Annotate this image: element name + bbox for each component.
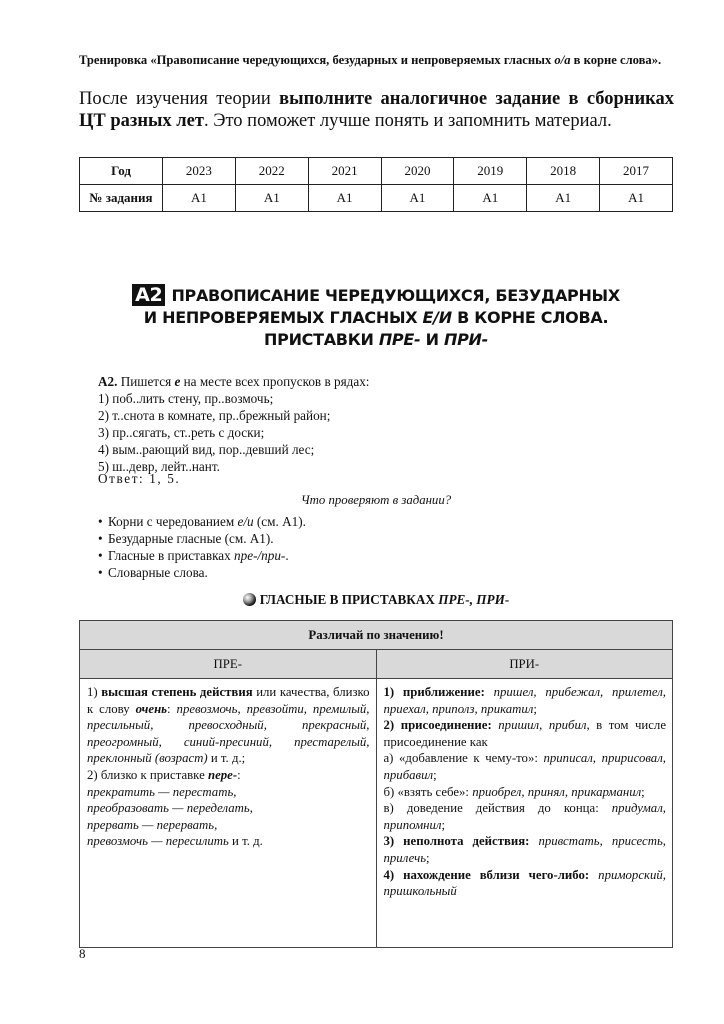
table-row — [80, 650, 673, 679]
year-cell: 2020 — [381, 158, 454, 185]
row-label-year: Год — [80, 158, 163, 185]
task-cell: A1 — [381, 185, 454, 212]
pre-rules-cell: 1) высшая степень действия или качества, близко к слову очень: превозмочь, превзойти, премилый, пресильный, превосходный, прекрасный, преогромный, синий-пресиний, престарелый, преклонный (возраст) и т. д.; 2) близко к приставке пере-: прекратить — перестать, преобразовать — переделать, прервать — перервать, превозмочь — пересилить и т. д. — [80, 679, 377, 948]
page-number: 8 — [79, 946, 86, 961]
list-item: 4) вым..рающий вид, пор..девший лес; — [98, 442, 315, 457]
list-item: 3) пр..сягать, ст..реть с доски; — [98, 425, 265, 440]
example-pair: превозмочь — пересилить — [87, 834, 229, 849]
list-item: • Безударные гласные (см. А1). — [98, 531, 274, 546]
answer-line: Ответ: 1, 5. — [98, 471, 181, 486]
table-row — [80, 158, 673, 185]
year-cell: 2023 — [163, 158, 236, 185]
table-row — [80, 679, 673, 948]
list-item: 1) поб..лить стену, пр..возмочь; — [98, 391, 274, 406]
task-cell: A1 — [527, 185, 600, 212]
year-cell: 2019 — [454, 158, 527, 185]
bullet-icon: • — [98, 548, 103, 563]
table-caption: Различай по значению! — [80, 621, 673, 650]
row-label-task: № задания — [80, 185, 163, 212]
column-header-pre: ПРЕ- — [80, 650, 377, 679]
task-cell: A1 — [308, 185, 381, 212]
task-badge: A2 — [132, 284, 165, 306]
checks-list — [98, 513, 306, 581]
example-pair: прервать — перервать, — [87, 817, 218, 832]
table-row — [80, 621, 673, 650]
year-cell: 2021 — [308, 158, 381, 185]
prefix-rules-table — [79, 620, 673, 948]
year-cell: 2017 — [600, 158, 673, 185]
example-pair: преобразовать — переделать, — [87, 801, 253, 816]
years-table — [79, 157, 673, 212]
ball-icon — [243, 593, 256, 606]
task-cell: A1 — [235, 185, 308, 212]
table-row — [80, 185, 673, 212]
bullet-icon: • — [98, 531, 103, 546]
bullet-icon: • — [98, 565, 103, 580]
study-advice: После изучения теории выполните аналогичное задание в сборниках ЦТ разных лет. Это поможет лучше понять и запомнить материал. — [79, 89, 675, 131]
task-label: А2. — [98, 374, 118, 389]
task-cell: A1 — [163, 185, 236, 212]
list-item: • Словарные слова. — [98, 565, 208, 580]
year-cell: 2022 — [235, 158, 308, 185]
task-cell: A1 — [600, 185, 673, 212]
pri-rules-cell: 1) приближение: пришел, прибежал, прилетел, приехал, приполз, прикатил; 2) присоединение: пришил, прибил, в том числе присоединение как а) «добавление к чему-то»: приписал, пририсовал, прибавил; б) «взять себе»: приобрел, принял, прикарманил; в) доведение действия до конца: придумал, припомнил; 3) неполнота действия: привстать, присесть, прилечь; 4) нахождение вблизи чего-либо: приморский, пришкольный — [376, 679, 673, 948]
check-question: Что проверяют в задании? — [300, 493, 452, 507]
list-item: • Корни с чередованием е/и (см. А1). — [98, 514, 306, 529]
training-note: Тренировка «Правописание чередующихся, безударных и непроверяемых гласных о/а в корне слова». — [79, 53, 662, 67]
prefix-section-title: ГЛАСНЫЕ В ПРИСТАВКАХ ПРЕ-, ПРИ- — [79, 592, 673, 608]
list-item: 5) ш..девр, лейт..нант. — [98, 459, 220, 474]
list-item: 2) т..снота в комнате, пр..брежный район; — [98, 408, 331, 423]
task-block: А2. Пишется е на месте всех пропусков в рядах: 1) поб..лить стену, пр..возмочь; 2) т..снота в комнате, пр..брежный район; 3) пр..сягать, ст..реть с доски; 4) вым..рающий вид, пор..девший лес; 5) ш..девр, лейт..нант. — [98, 373, 618, 475]
example-pair: прекратить — перестать, — [87, 784, 237, 799]
task-cell: A1 — [454, 185, 527, 212]
bullet-icon: • — [98, 514, 103, 529]
section-heading: A2 ПРАВОПИСАНИЕ ЧЕРЕДУЮЩИХСЯ, БЕЗУДАРНЫХ И НЕПРОВЕРЯЕМЫХ ГЛАСНЫХ Е/И В КОРНЕ СЛОВА. ПРИСТАВКИ ПРЕ- И ПРИ- — [79, 284, 673, 351]
year-cell: 2018 — [527, 158, 600, 185]
list-item: • Гласные в приставках пре-/при-. — [98, 548, 289, 563]
column-header-pri: ПРИ- — [376, 650, 673, 679]
